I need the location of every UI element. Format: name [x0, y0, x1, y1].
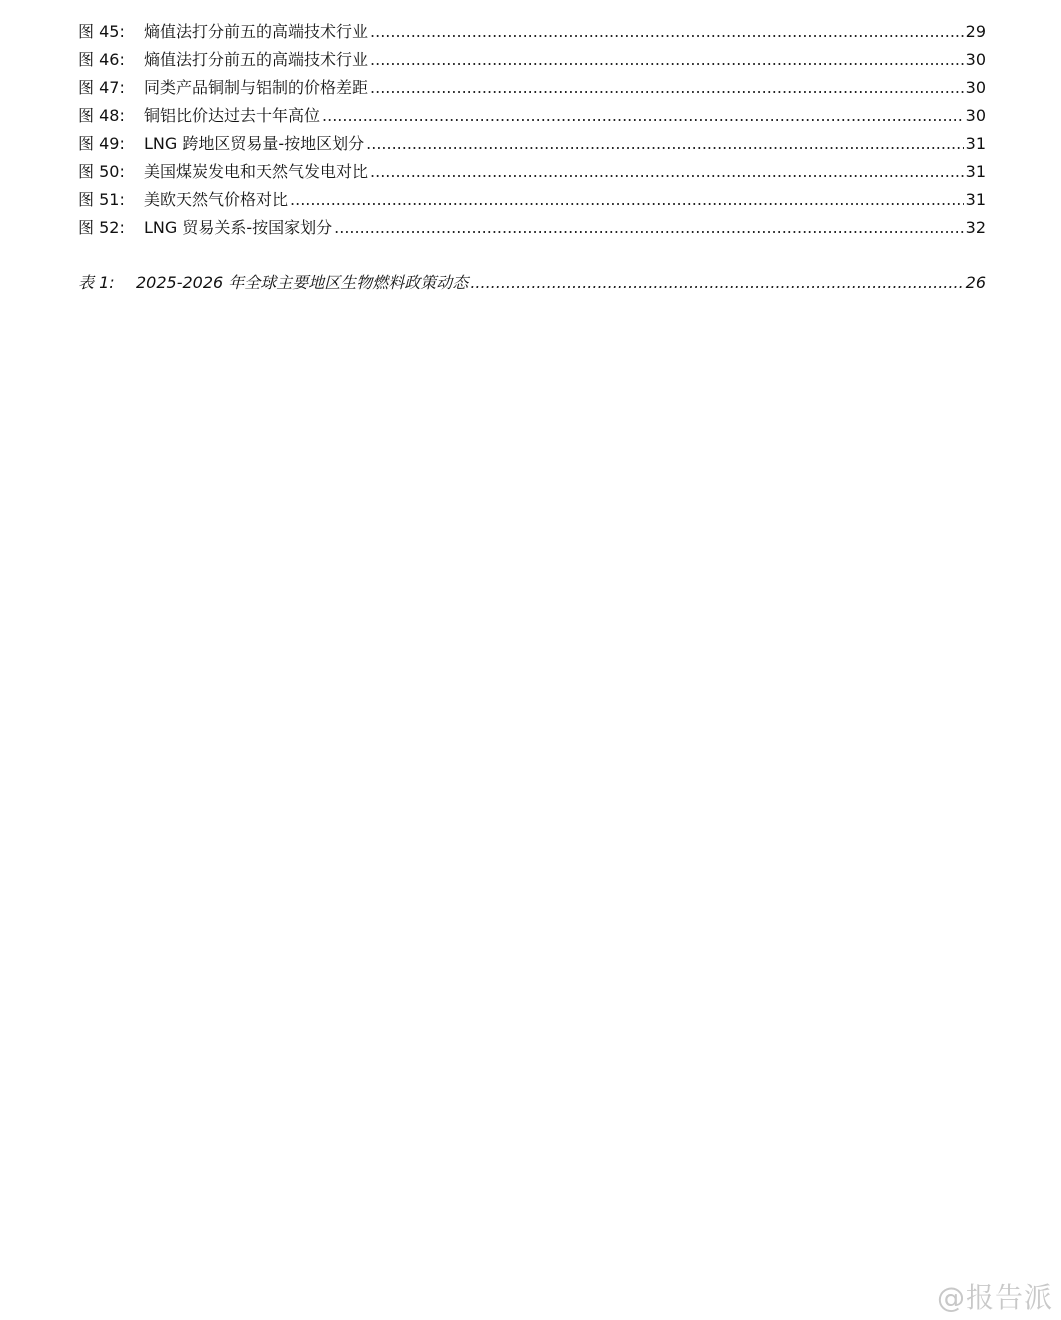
entry-title: LNG 贸易关系-按国家划分	[144, 218, 333, 237]
entry-title: 熵值法打分前五的高端技术行业	[144, 22, 369, 41]
entry-label: 图 45:	[78, 22, 125, 41]
toc-entry-fig45[interactable]	[78, 18, 986, 46]
dot-leader	[322, 102, 964, 130]
toc-entry-fig48[interactable]	[78, 102, 986, 130]
entry-title: 铜铝比价达过去十年高位	[144, 106, 321, 125]
figure-list	[78, 18, 986, 242]
entry-label: 图 47:	[78, 78, 125, 97]
toc-entry-fig52[interactable]	[78, 214, 986, 242]
toc-entry-table1[interactable]	[78, 269, 986, 297]
entry-title: 美欧天然气价格对比	[144, 190, 289, 209]
entry-page: 32	[965, 218, 986, 237]
toc-entry-fig49[interactable]	[78, 130, 986, 158]
entry-page: 29	[965, 22, 986, 41]
entry-page: 31	[965, 134, 986, 153]
entry-page: 30	[965, 78, 986, 97]
entry-page: 31	[965, 162, 986, 181]
toc-entry-fig51[interactable]	[78, 186, 986, 214]
dot-leader	[334, 214, 963, 242]
dot-leader	[370, 18, 964, 46]
toc-entry-fig46[interactable]	[78, 46, 986, 74]
dot-leader	[470, 269, 963, 297]
entry-title: 同类产品铜制与铝制的价格差距	[144, 78, 369, 97]
watermark: @报告派	[936, 1281, 1053, 1314]
toc-entry-fig50[interactable]	[78, 158, 986, 186]
entry-page: 26	[965, 273, 986, 292]
entry-label: 图 51:	[78, 190, 125, 209]
entry-label: 表 1:	[78, 273, 115, 292]
table-list	[78, 269, 986, 297]
dot-leader	[366, 130, 963, 158]
dot-leader	[370, 46, 964, 74]
entry-title: 美国煤炭发电和天然气发电对比	[144, 162, 369, 181]
entry-page: 31	[965, 190, 986, 209]
entry-page: 30	[965, 50, 986, 69]
entry-label: 图 48:	[78, 106, 125, 125]
entry-label: 图 50:	[78, 162, 125, 181]
entry-page: 30	[965, 106, 986, 125]
dot-leader	[290, 186, 964, 214]
dot-leader	[370, 74, 964, 102]
dot-leader	[370, 158, 964, 186]
entry-title: 熵值法打分前五的高端技术行业	[144, 50, 369, 69]
toc-entry-fig47[interactable]	[78, 74, 986, 102]
entry-label: 图 46:	[78, 50, 125, 69]
entry-title: LNG 跨地区贸易量-按地区划分	[144, 134, 365, 153]
entry-label: 图 52:	[78, 218, 125, 237]
entry-title: 2025-2026 年全球主要地区生物燃料政策动态	[136, 273, 469, 292]
entry-label: 图 49:	[78, 134, 125, 153]
